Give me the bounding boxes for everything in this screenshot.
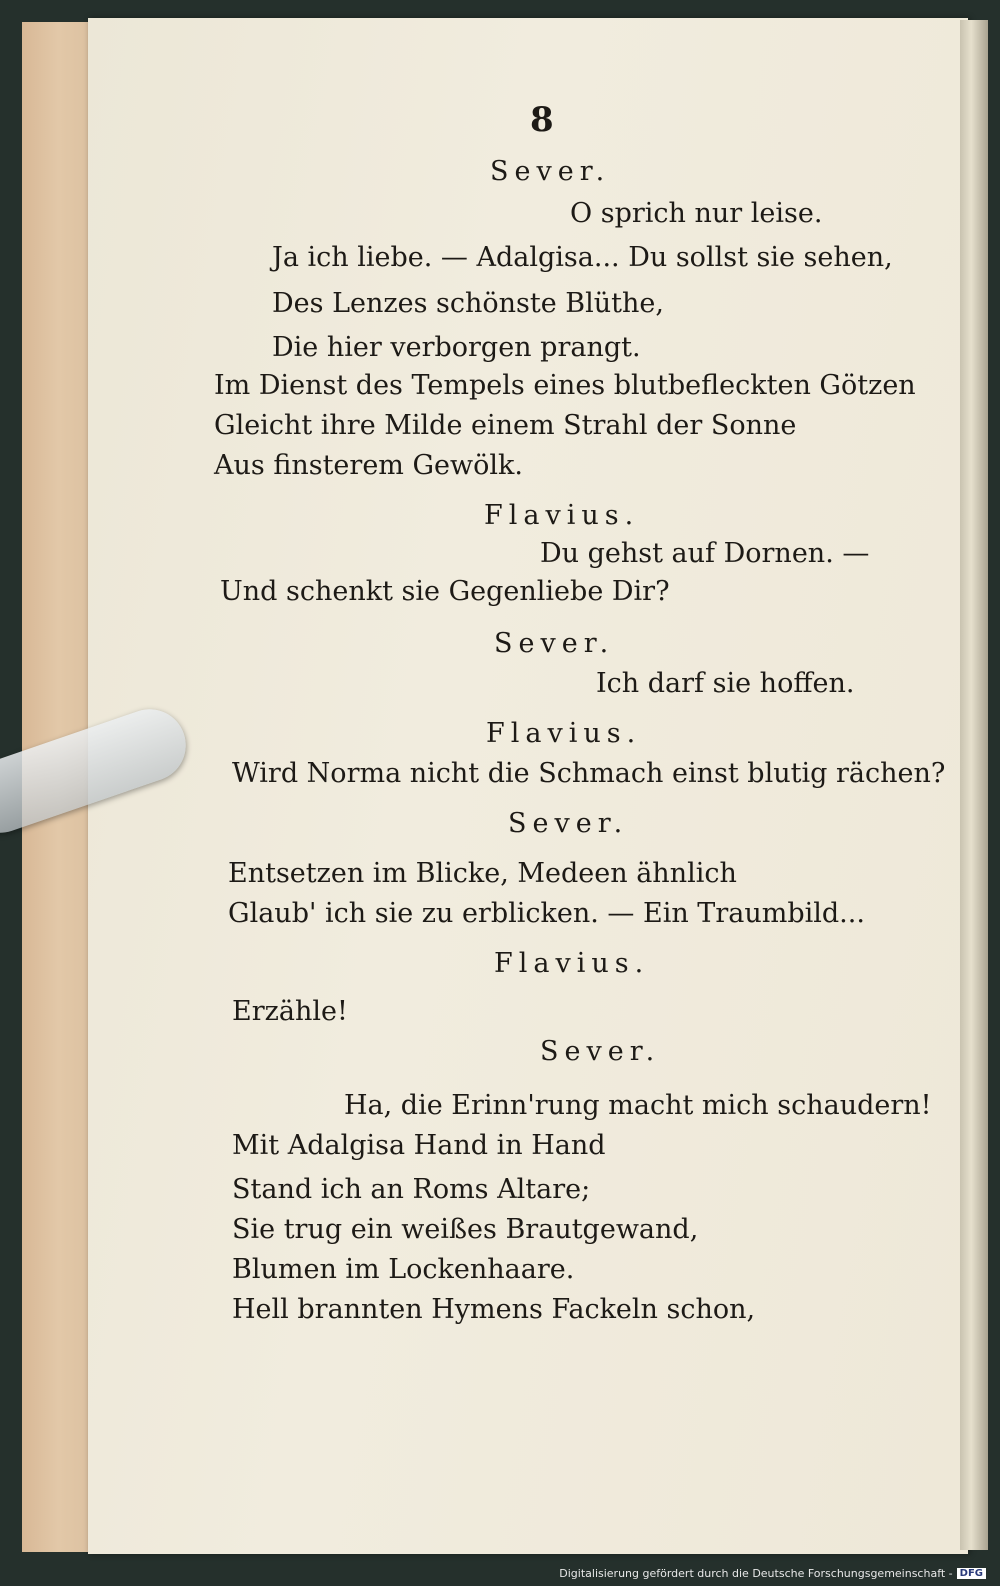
speaker-label: Sever. [540,1036,661,1067]
verse-line: Glaub' ich sie zu erblicken. — Ein Traumbild... [228,898,865,929]
verse-line: Die hier verborgen prangt. [272,332,641,363]
verse-line: Ja ich liebe. — Adalgisa... Du sollst sie sehen, [272,242,893,273]
verse-line: Aus finsterem Gewölk. [214,450,523,481]
verse-line: Mit Adalgisa Hand in Hand [232,1130,606,1161]
verse-line: O sprich nur leise. [570,198,823,229]
verse-line: Wird Norma nicht die Schmach einst blutig rächen? [232,758,946,789]
speaker-label: Sever. [490,156,611,187]
speaker-label: Flavius. [484,500,640,531]
speaker-label: Flavius. [494,948,650,979]
footer-text: Digitalisierung gefördert durch die Deutsche Forschungsgemeinschaft - [559,1567,953,1580]
verse-line: Sie trug ein weißes Brautgewand, [232,1214,699,1245]
verse-line: Im Dienst des Tempels eines blutbefleckten Götzen [214,370,916,401]
dfg-logo-icon: DFG [957,1568,986,1579]
speaker-label: Flavius. [486,718,642,749]
verse-line: Des Lenzes schönste Blüthe, [272,288,664,319]
verse-line: Stand ich an Roms Altare; [232,1174,591,1205]
speaker-label: Sever. [508,808,629,839]
speaker-label: Sever. [494,628,615,659]
page-number: 8 [530,100,554,140]
verse-line: Und schenkt sie Gegenliebe Dir? [220,576,670,607]
verse-line: Du gehst auf Dornen. — [540,538,870,569]
verse-line: Gleicht ihre Milde einem Strahl der Sonne [214,410,797,441]
verse-line: Ha, die Erinn'rung macht mich schaudern! [344,1090,932,1121]
verse-line: Hell brannten Hymens Fackeln schon, [232,1294,756,1325]
digitization-footer [559,1567,986,1580]
verse-line: Erzähle! [232,996,348,1027]
verse-line: Entsetzen im Blicke, Medeen ähnlich [228,858,737,889]
verse-line: Blumen im Lockenhaare. [232,1254,575,1285]
verse-line: Ich darf sie hoffen. [596,668,855,699]
